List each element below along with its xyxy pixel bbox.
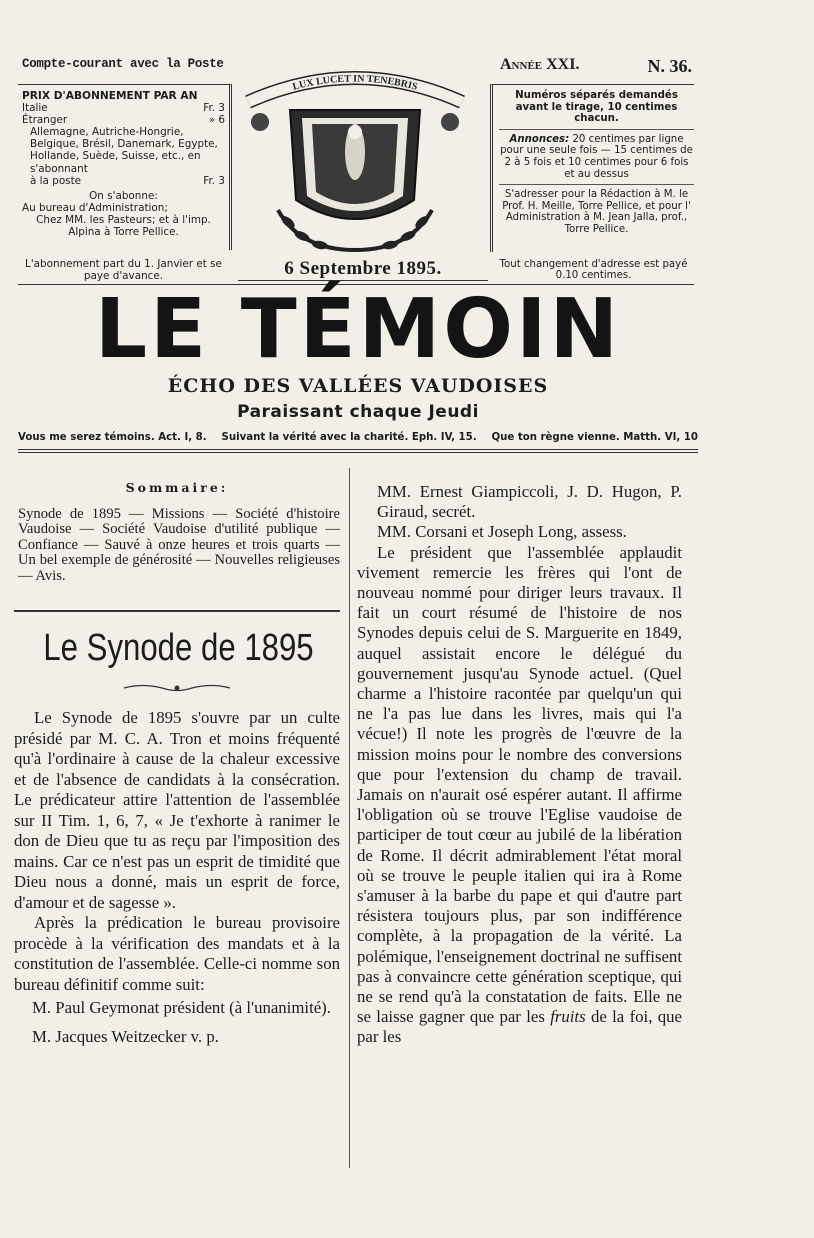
masthead-subtitle: ÉCHO DES VALLÉES VAUDOISES xyxy=(167,375,549,397)
subscription-title: PRIX D'ABONNEMENT PAR AN xyxy=(22,90,198,102)
left-column xyxy=(14,480,340,1047)
postal-account-note: Compte-courant avec la Poste xyxy=(22,57,224,71)
issue-year: Année XXI. xyxy=(500,56,580,73)
article-paragraph xyxy=(357,543,682,1048)
ornament-icon xyxy=(122,682,232,694)
issue-number: N. 36. xyxy=(647,56,692,76)
ads-label: Annonces: xyxy=(509,133,570,145)
price-row-italy xyxy=(22,102,225,114)
article-paragraph: M. Paul Geymonat président (à l'unanimité). xyxy=(32,998,331,1018)
masthead-title: LE TÉMOIN xyxy=(94,282,622,377)
issue-date: 6 Septembre 1895. xyxy=(238,258,488,281)
article-body-left xyxy=(14,708,340,1047)
subscription-footer: L'abonnement part du 1. Janvier et se paye d'avance. xyxy=(25,258,222,282)
lighthouse-emblem-icon xyxy=(230,60,480,256)
article-title: Le Synode de 1895 xyxy=(43,627,314,670)
article-text: Le président que l'assemblée applaudit vivement remercie les frères qui l'ont de nouveau nommé pour diriger leurs travaux. Il fait un court résumé de l'histoire de nos Synodes depuis celui de S. Marguerite en 1849, auquel assistait encore le délégué du gouvernement jusqu'au Synode actuel. (Quel charme a l'histoire racontée par quelqu'un qui ne l'a pas lue dans les livres, mais qui l'a vécue!) Il note les progrès de l'œuvre de la mission moins pour le nombre des conversions que pour l'extension du champ de travail. Jamais on n'aurait osé espérer autant. Il affirme l'obligation où se trouve l'Eglise vaudoise de participer de tout cœur au jubilé de la libération de Rome. Il décrit admirablement l'état moral où se trouve le peuple italien qui ira à Rome s'amuser à la barbe du pape et qui d'autre part résistera toujours plus, par son indifférence complète, à la propagation de la vérité. La polémique, l'enseignement doctrinal ne suffisent pas à convaincre cette génération sceptique, qui ne se rend qu'à la constatation de faits. Elle ne se laisse gagner que par les xyxy=(357,542,682,1027)
price-value: » 6 xyxy=(208,114,225,127)
article-paragraph: M. Jacques Weitzecker v. p. xyxy=(32,1026,219,1046)
price-value: Fr. 3 xyxy=(203,102,225,115)
column-divider xyxy=(349,468,350,1168)
price-row-post xyxy=(22,175,225,187)
where-line-2: Chez MM. les Pasteurs; et à l'imp. Alpina à Torre Pellice. xyxy=(36,213,211,239)
price-label: Étranger xyxy=(22,114,68,127)
where-line-1: Au bureau d'Administration; xyxy=(22,201,168,214)
issue-info xyxy=(500,56,692,77)
divider xyxy=(499,129,694,130)
right-column xyxy=(357,482,682,1048)
divider xyxy=(14,610,340,612)
address-change-note: Tout changement d'adresse est payé 0.10 centimes. xyxy=(499,258,688,282)
contact-note: S'adresser pour la Rédaction à M. le Prof. H. Meille, Torre Pellice, et pour l' Administration à M. Jean Jalla, prof., Torre Pellice. xyxy=(502,189,691,235)
countries-list: Allemagne, Autriche-Hongrie, Belgique, Brésil, Danemark, Egypte, Hollande, Suède, Suisse, etc., en s'abonnant xyxy=(30,126,218,175)
article-body-right xyxy=(357,482,682,1048)
motto-line xyxy=(18,432,698,443)
article-paragraph: Le Synode de 1895 s'ouvre par un culte présidé par M. C. A. Tron et moins fréquenté qu'à l'ordinaire à cause de la chaleur excessive et de l'absence de candidats à la consécration. Le prédicateur attire l'attention de l'assemblée sur II Tim. 1, 6, 7, « Je t'exhorte à ranimer le don de Dieu que tu as reçu par l'imposition des mains. Car ce n'est pas un esprit de timidité que Dieu nous a donné, mais un esprit de force, d'amour et de sagesse ». xyxy=(14,708,340,912)
publication-frequency: Paraissant chaque Jeudi xyxy=(237,402,479,422)
article-italic: fruits xyxy=(550,1007,586,1027)
ads-note xyxy=(499,134,694,180)
motto-2: Suivant la vérité avec la charité. Eph. IV, 15. xyxy=(221,432,477,443)
article-text: de la foi, que par les xyxy=(357,1007,682,1047)
price-label: à la poste xyxy=(30,174,82,187)
sommaire-text: Synode de 1895 — Missions — Société d'histoire Vaudoise — Société Vaudoise d'utilité publique — Confiance — Sauvé à onze heures et trois quarts — Un bel exemple de générosité — Nouvelles religieuses — Avis. xyxy=(18,506,340,584)
divider xyxy=(18,449,698,453)
info-box xyxy=(490,84,694,282)
article-paragraph: Après la prédication le bureau provisoire procède à la vérification des mandats et à la constitution de l'assemblée. Celle-ci nomme son bureau définitif comme suit: xyxy=(14,913,340,994)
subscription-box xyxy=(18,84,232,282)
price-label: Italie xyxy=(22,102,48,115)
article-paragraph: MM. Corsani et Joseph Long, assess. xyxy=(377,522,627,542)
motto-3: Que ton règne vienne. Matth. VI, 10 xyxy=(491,432,698,443)
divider xyxy=(499,184,694,185)
emblem-motto: LUX LUCET IN TENEBRIS xyxy=(291,73,419,93)
single-issue-note: Numéros séparés demandés avant le tirage, 10 centimes chacun. xyxy=(515,90,678,125)
ads-text: 20 centimes par ligne pour une seule fois — 15 centimes de 2 à 5 fois et 10 centimes pour 6 fois et au dessus xyxy=(500,133,693,180)
article-paragraph: MM. Ernest Giampiccoli, J. D. Hugon, P. Giraud, secrét. xyxy=(377,482,682,522)
sommaire-title: Sommaire: xyxy=(125,480,229,495)
where-title: On s'abonne: xyxy=(89,189,158,202)
price-row-foreign xyxy=(22,114,225,126)
price-value: Fr. 3 xyxy=(203,174,225,187)
motto-1: Vous me serez témoins. Act. I, 8. xyxy=(18,432,207,443)
